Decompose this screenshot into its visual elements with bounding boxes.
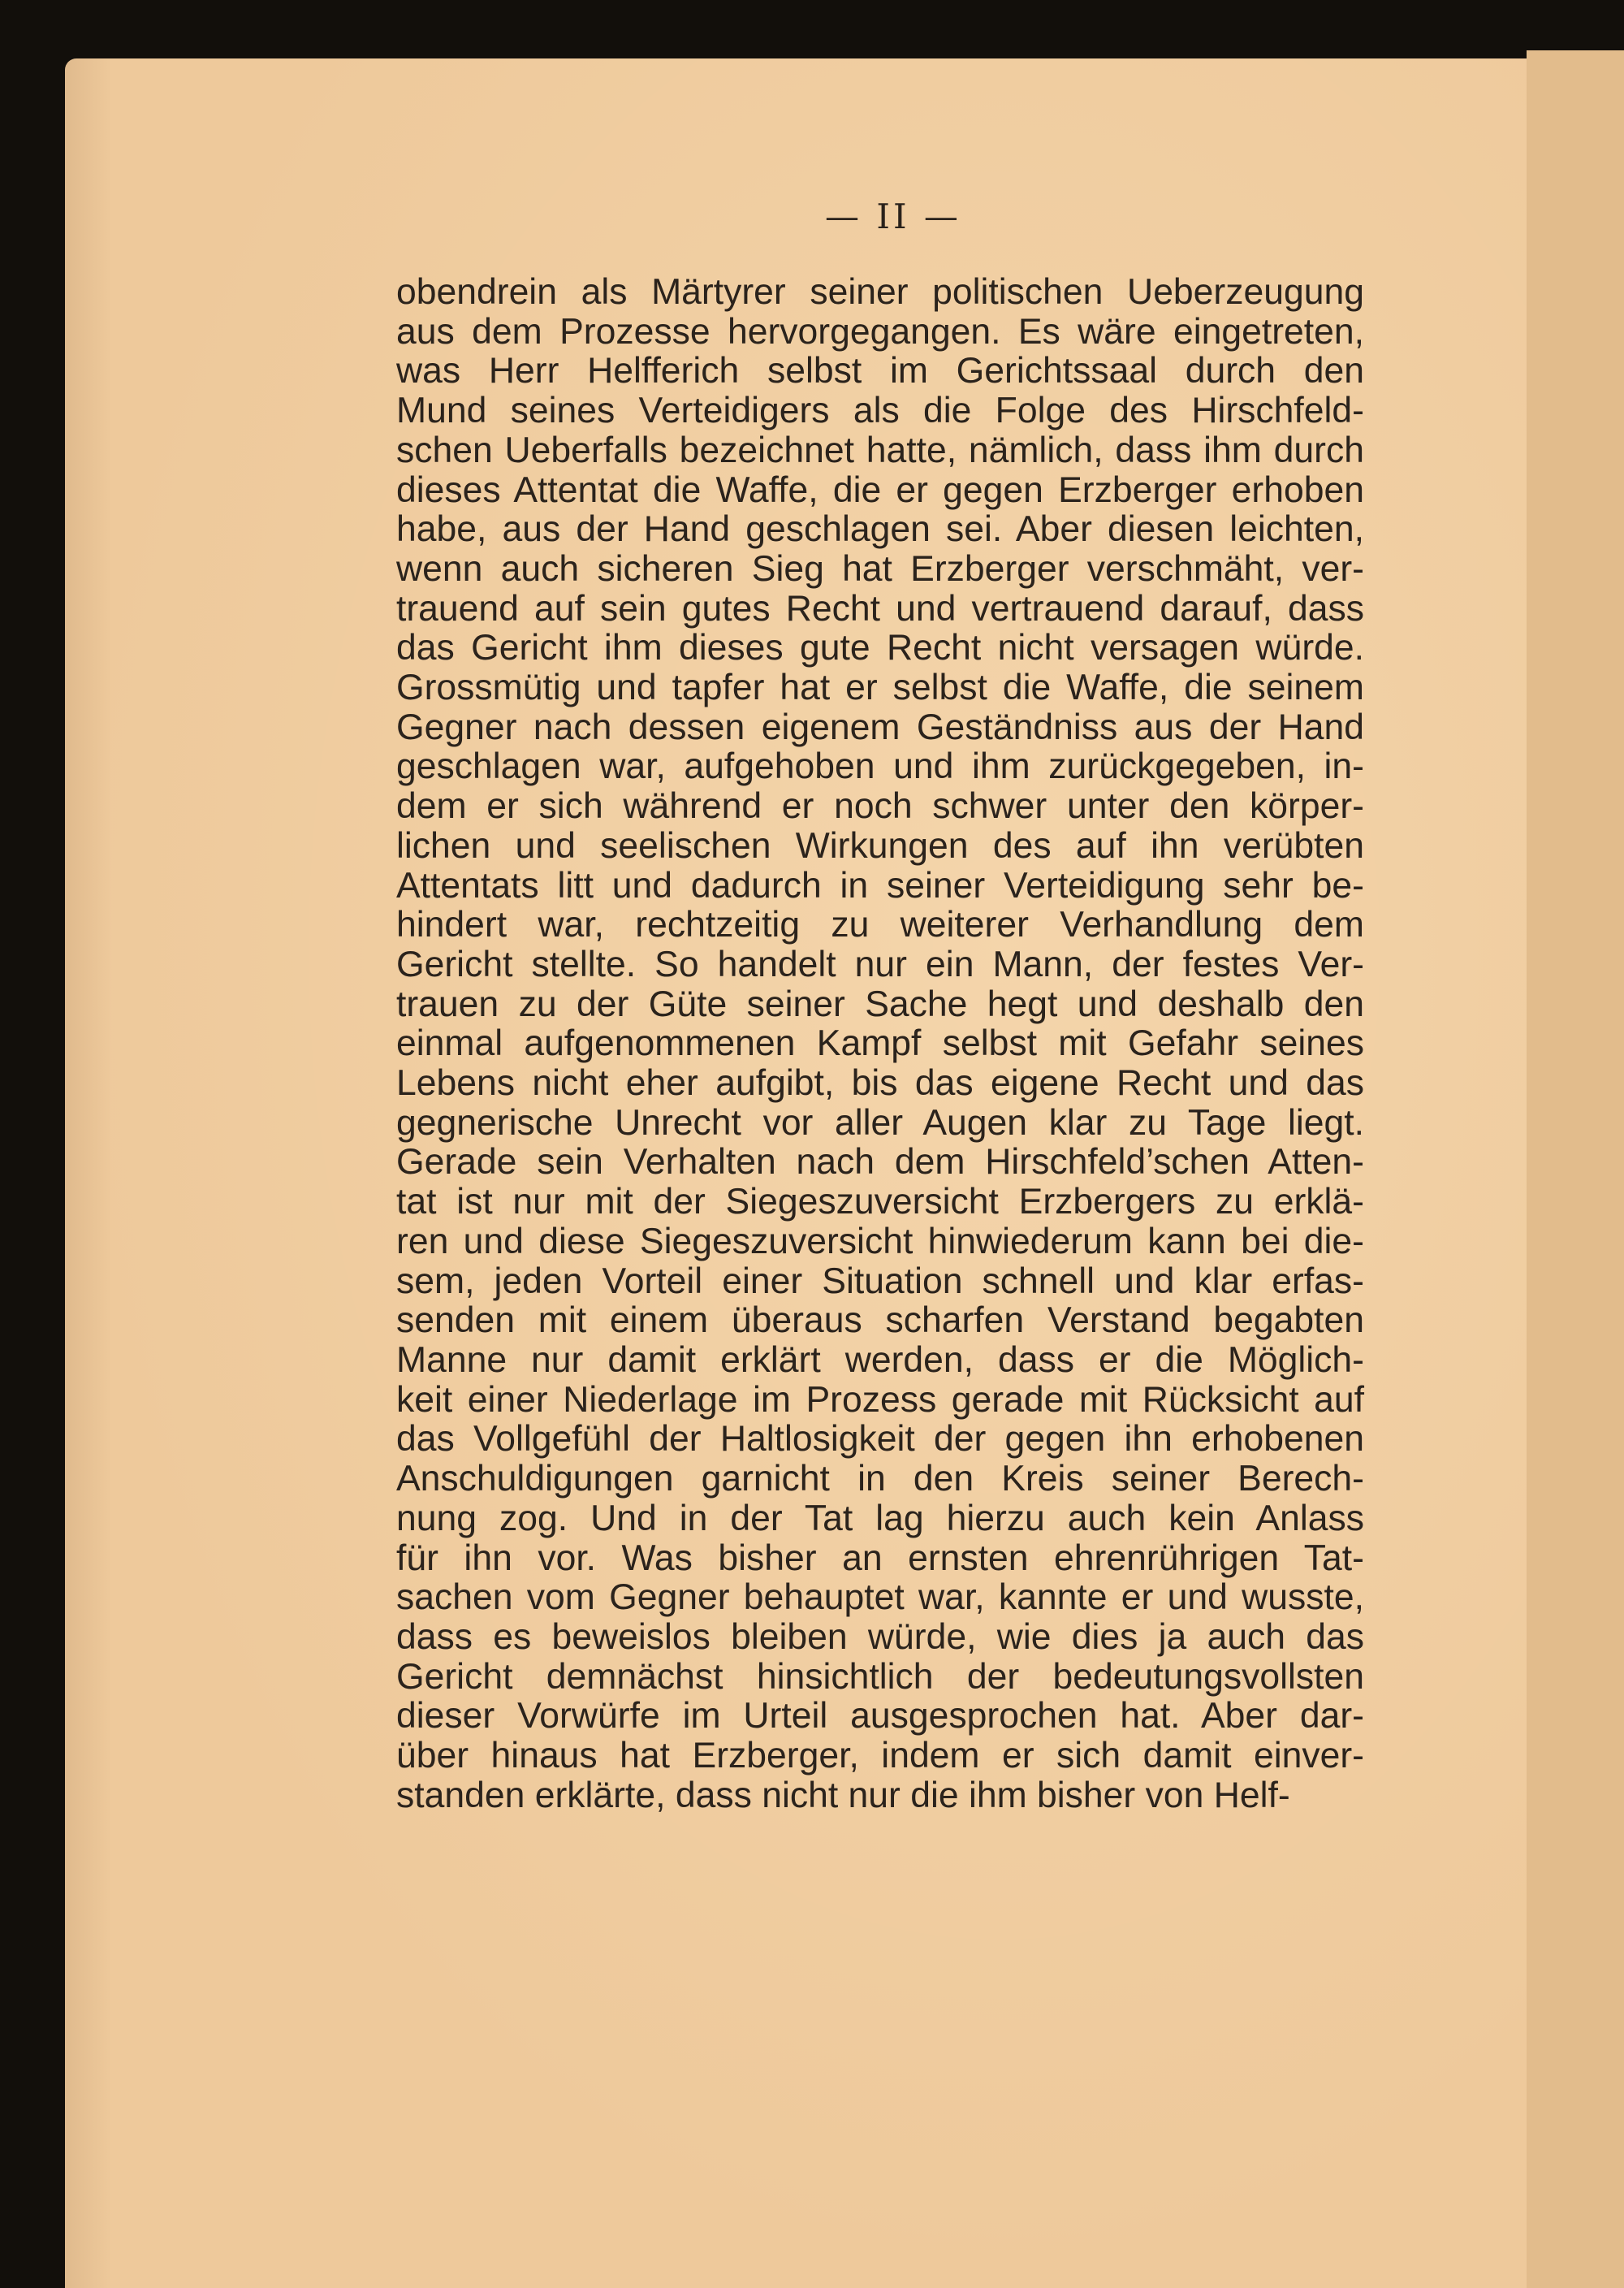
text-line: schen Ueberfalls bezeichnet hatte, nämlich, dass ihm durch: [396, 430, 1364, 470]
text-line: gegnerische Unrecht vor aller Augen klar zu Tage liegt.: [396, 1102, 1364, 1143]
next-page-edge: [1527, 50, 1624, 2288]
text-line: tat ist nur mit der Siegeszuversicht Erzbergers zu erklä-: [396, 1182, 1364, 1222]
text-line: Lebens nicht eher aufgibt, bis das eigene Recht und das: [396, 1063, 1364, 1104]
text-line: Mund seines Verteidigers als die Folge des Hirschfeld-: [396, 391, 1364, 431]
text-line: senden mit einem überaus scharfen Verstand begabten: [396, 1300, 1364, 1341]
text-line: aus dem Prozesse hervorgegangen. Es wäre eingetreten,: [396, 311, 1364, 352]
text-line: Gericht demnächst hinsichtlich der bedeutungsvollsten: [396, 1656, 1364, 1697]
text-line: obendrein als Märtyrer seiner politischen Ueberzeugung: [396, 272, 1364, 312]
text-line: wenn auch sicheren Sieg hat Erzberger verschmäht, ver-: [396, 548, 1364, 589]
page-number-header: — II —: [825, 197, 961, 236]
text-line: trauend auf sein gutes Recht und vertrauend darauf, dass: [396, 588, 1364, 629]
text-line: standen erklärte, dass nicht nur die ihm bisher von Helf-: [396, 1775, 1290, 1815]
text-line: trauen zu der Güte seiner Sache hegt und deshalb den: [396, 984, 1364, 1024]
body-text: [396, 273, 1364, 1815]
text-line: Gegner nach dessen eigenem Geständniss aus der Hand: [396, 707, 1364, 747]
text-line: Attentats litt und dadurch in seiner Verteidigung sehr be-: [396, 865, 1364, 906]
text-line: für ihn vor. Was bisher an ernsten ehrenrührigen Tat-: [396, 1538, 1364, 1578]
text-line: dieses Attentat die Waffe, die er gegen Erzberger erhoben: [396, 469, 1364, 510]
text-line: lichen und seelischen Wirkungen des auf ihn verübten: [396, 825, 1364, 866]
text-line: keit einer Niederlage im Prozess gerade mit Rücksicht auf: [396, 1379, 1364, 1420]
text-line: Manne nur damit erklärt werden, dass er die Möglich-: [396, 1339, 1364, 1380]
text-line: Anschuldigungen garnicht in den Kreis seiner Berech-: [396, 1459, 1364, 1499]
text-line: sem, jeden Vorteil einer Situation schnell und klar erfas-: [396, 1261, 1364, 1301]
text-line: hindert war, rechtzeitig zu weiterer Verhandlung dem: [396, 905, 1364, 945]
text-line: einmal aufgenommenen Kampf selbst mit Gefahr seines: [396, 1023, 1364, 1064]
text-line: habe, aus der Hand geschlagen sei. Aber diesen leichten,: [396, 509, 1364, 550]
text-line: dem er sich während er noch schwer unter den körper-: [396, 786, 1364, 827]
text-line: das Vollgefühl der Haltlosigkeit der gegen ihn erhobenen: [396, 1419, 1364, 1460]
text-line: nung zog. Und in der Tat lag hierzu auch kein Anlass: [396, 1498, 1364, 1538]
text-line: Gericht stellte. So handelt nur ein Mann, der festes Ver-: [396, 944, 1364, 984]
text-line: dieser Vorwürfe im Urteil ausgesprochen hat. Aber dar-: [396, 1696, 1364, 1737]
text-line: geschlagen war, aufgehoben und ihm zurückgegeben, in-: [396, 746, 1364, 787]
text-line: das Gericht ihm dieses gute Recht nicht versagen würde.: [396, 628, 1364, 668]
text-line: über hinaus hat Erzberger, indem er sich damit einver-: [396, 1736, 1364, 1776]
text-line: Grossmütig und tapfer hat er selbst die Waffe, die seinem: [396, 668, 1364, 708]
text-line: dass es beweislos bleiben würde, wie dies ja auch das: [396, 1616, 1364, 1657]
text-line: was Herr Helfferich selbst im Gerichtssaal durch den: [396, 351, 1364, 391]
text-line: sachen vom Gegner behauptet war, kannte er und wusste,: [396, 1577, 1364, 1618]
text-line: Gerade sein Verhalten nach dem Hirschfeld’schen Atten-: [396, 1142, 1364, 1183]
text-line: ren und diese Siegeszuversicht hinwiederum kann bei die-: [396, 1221, 1364, 1261]
